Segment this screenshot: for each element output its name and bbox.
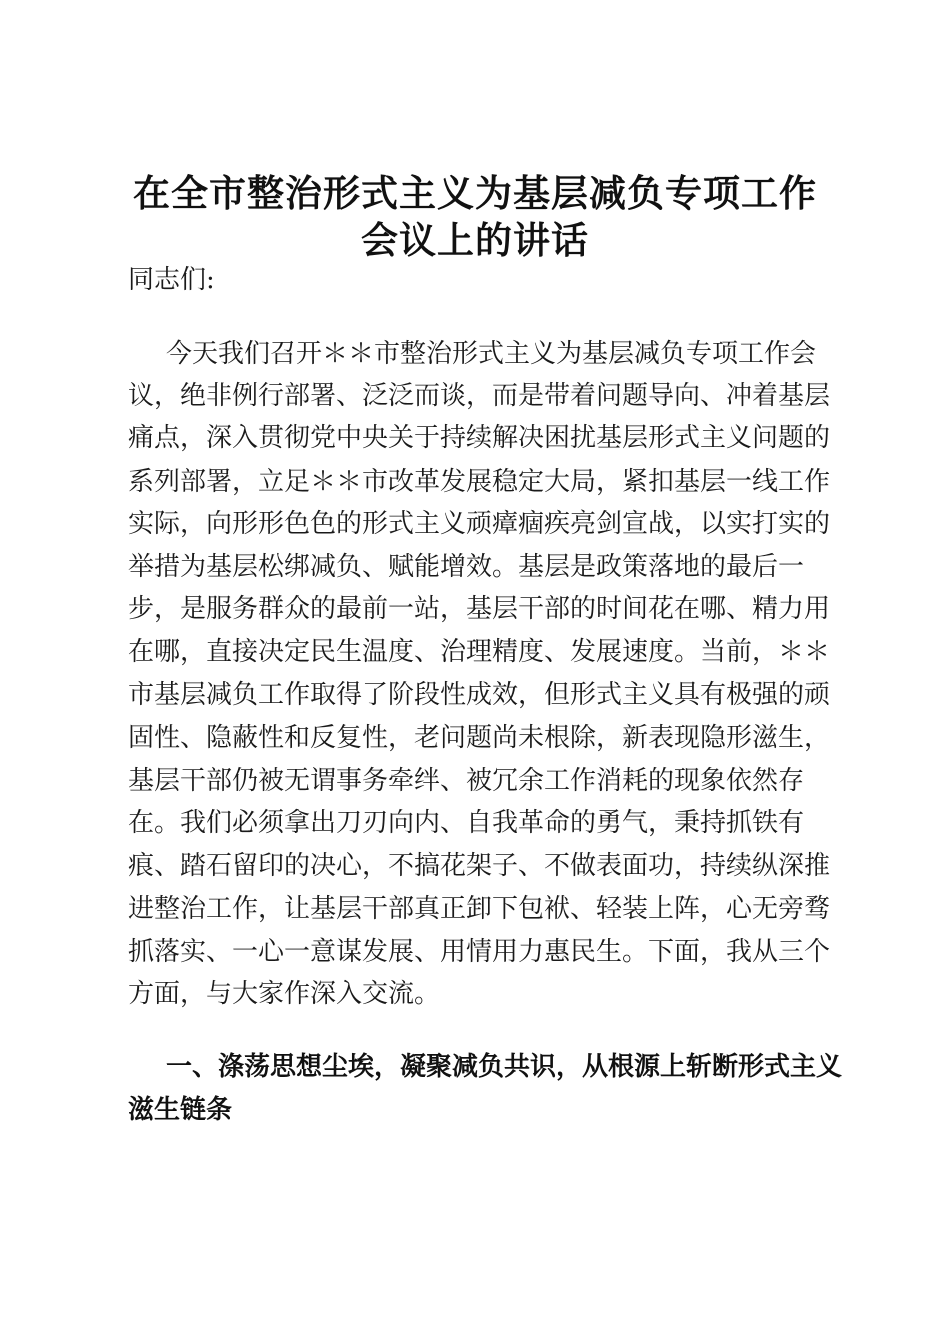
document-title-line-1: 在全市整治形式主义为基层减负专项工作: [133, 171, 817, 215]
paragraph-line: 今天我们召开＊＊市整治形式主义为基层减负专项工作会: [166, 339, 817, 369]
paragraph-line: 步，是服务群众的最前一站，基层干部的时间花在哪、精力用: [128, 594, 831, 624]
paragraph-line: 系列部署，立足＊＊市改革发展稳定大局，紧扣基层一线工作: [128, 467, 831, 497]
paragraph-line: 议，绝非例行部署、泛泛而谈，而是带着问题导向、冲着基层: [128, 381, 831, 411]
paragraph-line: 抓落实、一心一意谋发展、用情用力惠民生。下面，我从三个: [128, 937, 831, 967]
section-heading-line-1: 一、涤荡思想尘埃，凝聚减负共识，从根源上斩断形式主义: [166, 1052, 843, 1082]
paragraph-line: 市基层减负工作取得了阶段性成效，但形式主义具有极强的顽: [128, 680, 831, 710]
document-title-line-2: 会议上的讲话: [361, 218, 589, 262]
salutation: 同志们:: [128, 265, 215, 295]
paragraph-line: 进整治工作，让基层干部真正卸下包袱、轻装上阵，心无旁骛: [128, 894, 831, 924]
section-heading-line-2: 滋生链条: [128, 1095, 233, 1125]
paragraph-line: 痕、踏石留印的决心，不搞花架子、不做表面功，持续纵深推: [128, 851, 831, 881]
paragraph-line: 基层干部仍被无谓事务牵绊、被冗余工作消耗的现象依然存: [128, 766, 805, 796]
paragraph-line: 在哪，直接决定民生温度、治理精度、发展速度。当前，＊＊: [128, 637, 831, 667]
paragraph-line: 固性、隐蔽性和反复性，老问题尚未根除，新表现隐形滋生，: [128, 723, 831, 753]
paragraph-line: 在。我们必须拿出刀刃向内、自我革命的勇气，秉持抓铁有: [128, 808, 805, 838]
paragraph-line: 方面，与大家作深入交流。: [128, 979, 441, 1009]
paragraph-line: 痛点，深入贯彻党中央关于持续解决困扰基层形式主义问题的: [128, 423, 831, 453]
paragraph-line: 实际，向形形色色的形式主义顽瘴痼疾亮剑宣战，以实打实的: [128, 509, 831, 539]
paragraph-line: 举措为基层松绑减负、赋能增效。基层是政策落地的最后一: [128, 552, 805, 582]
